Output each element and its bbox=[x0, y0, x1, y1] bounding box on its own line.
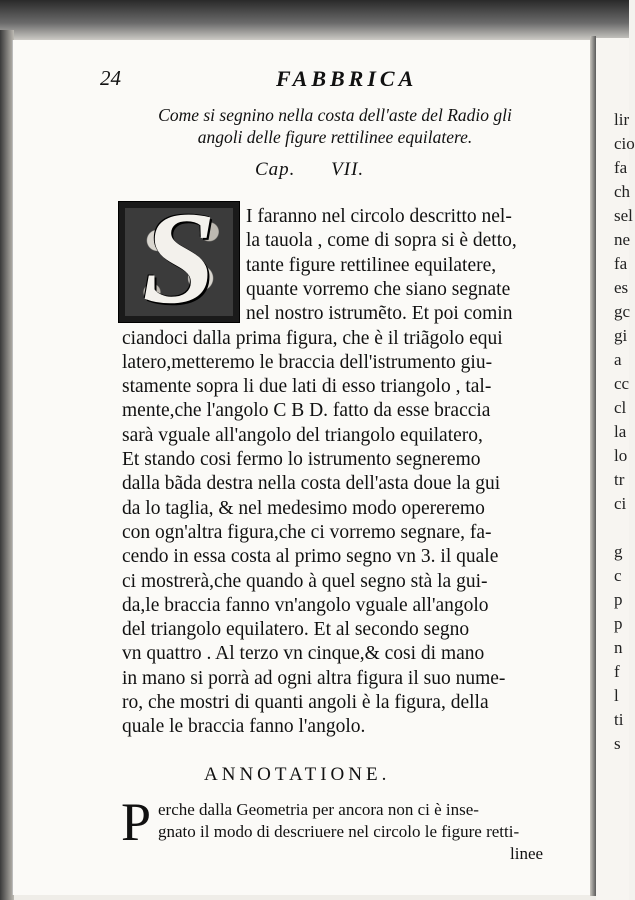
annotation-line: erche dalla Geometria per ancora non ci è inse- bbox=[158, 800, 479, 819]
facing-page-fragment: p bbox=[614, 614, 623, 633]
facing-page-fragment: p bbox=[614, 590, 623, 609]
body-line: da,le braccia fanno vn'angolo vguale all'angolo bbox=[122, 594, 489, 616]
facing-page-fragment: gi bbox=[614, 326, 628, 345]
body-line: quale le braccia fanno l'angolo. bbox=[122, 716, 366, 738]
body-line: I faranno nel circolo descritto nel- bbox=[246, 206, 512, 227]
body-line: ci mostrerà,che quando à quel segno stà la gui- bbox=[122, 570, 488, 592]
facing-page-fragment: cl bbox=[614, 398, 627, 417]
facing-page-fragment: sel bbox=[614, 206, 633, 225]
annotation-line: gnato il modo di descriuere nel circolo le figure retti- bbox=[158, 822, 520, 841]
facing-page-fragment: lo bbox=[614, 446, 628, 465]
facing-page-fragment: lir bbox=[614, 110, 630, 129]
chapter-title-line: Come si segnino nella costa dell'aste del Radio gli bbox=[158, 105, 512, 125]
chapter-number: Cap. VII. bbox=[255, 159, 365, 180]
page-number: 24 bbox=[100, 66, 121, 90]
annotation-initial: P bbox=[121, 792, 152, 852]
body-line: nel nostro istrumẽto. Et poi comin bbox=[246, 303, 513, 325]
body-line: Et stando cosi fermo lo istrumento segneremo bbox=[122, 449, 481, 470]
chapter-title bbox=[110, 104, 560, 148]
annotation-heading: ANNOTATIONE. bbox=[204, 764, 391, 785]
body-line: la tauola , come di sopra si è detto, bbox=[246, 230, 517, 252]
facing-page-fragment: cio bbox=[614, 134, 635, 153]
body-line: con ogn'altra figura,che ci vorremo segnare, fa- bbox=[122, 521, 492, 543]
facing-page-fragment: ne bbox=[614, 230, 631, 249]
facing-page-fragment: s bbox=[614, 734, 621, 753]
facing-page-fragment: g bbox=[614, 542, 623, 561]
body-line: ro, che mostri di quanti angoli è la figura, della bbox=[122, 692, 489, 713]
running-head bbox=[100, 66, 580, 92]
body-line: in mano si porrà ad ogni altra figura il suo nume- bbox=[122, 667, 506, 689]
body-line: ciandoci dalla prima figura, che è il triãgolo equi bbox=[122, 327, 503, 349]
body-line: da lo taglia, & nel medesimo modo opereremo bbox=[122, 497, 485, 519]
binding-shadow-top bbox=[0, 0, 629, 42]
body-line: cendo in essa costa al primo segno vn 3. il quale bbox=[122, 546, 499, 568]
facing-page-fragment: c bbox=[614, 566, 622, 585]
facing-page bbox=[596, 38, 635, 900]
facing-page-fragment: n bbox=[614, 638, 623, 657]
running-title: FABBRICA bbox=[276, 66, 418, 91]
facing-page-fragment: es bbox=[614, 278, 629, 297]
body-line: vn quattro . Al terzo vn cinque,& cosi di mano bbox=[122, 643, 485, 665]
facing-page-fragment: a bbox=[614, 350, 622, 369]
facing-page-fragment: ci bbox=[614, 494, 627, 513]
facing-page-fragment: l bbox=[614, 686, 619, 705]
facing-page-fragment: fa bbox=[614, 158, 628, 177]
chapter-title-line: angoli delle figure rettilinee equilatere. bbox=[197, 127, 473, 147]
initial-letter: S bbox=[142, 184, 216, 331]
facing-page-fragment: f bbox=[614, 662, 620, 681]
facing-page-fragment: cc bbox=[614, 374, 630, 393]
facing-page-fragment: ti bbox=[614, 710, 624, 729]
body-line: tante figure rettilinee equilatere, bbox=[246, 254, 497, 276]
body-line: quante vorremo che siano segnate bbox=[246, 278, 511, 300]
facing-page-fragment: gc bbox=[614, 302, 631, 321]
body-line: latero,metteremo le braccia dell'istrumento giu- bbox=[122, 351, 493, 373]
body-line: del triangolo equilatero. Et al secondo segno bbox=[122, 619, 470, 641]
annotation-line: linee bbox=[510, 844, 544, 863]
facing-page-fragment: ch bbox=[614, 182, 631, 201]
body-line: mente,che l'angolo C B D. fatto da esse braccia bbox=[122, 400, 491, 422]
body-line: sarà vguale all'angolo del triangolo equilatero, bbox=[122, 424, 483, 446]
facing-page-fragment: fa bbox=[614, 254, 628, 273]
facing-page-fragment: la bbox=[614, 422, 627, 441]
body-line: dalla bãda destra nella costa dell'asta doue la gui bbox=[122, 473, 501, 495]
facing-page-fragment: tr bbox=[614, 470, 625, 489]
body-line: stamente sopra li due lati di esso triangolo , tal- bbox=[122, 376, 492, 398]
decorated-initial bbox=[118, 184, 240, 331]
